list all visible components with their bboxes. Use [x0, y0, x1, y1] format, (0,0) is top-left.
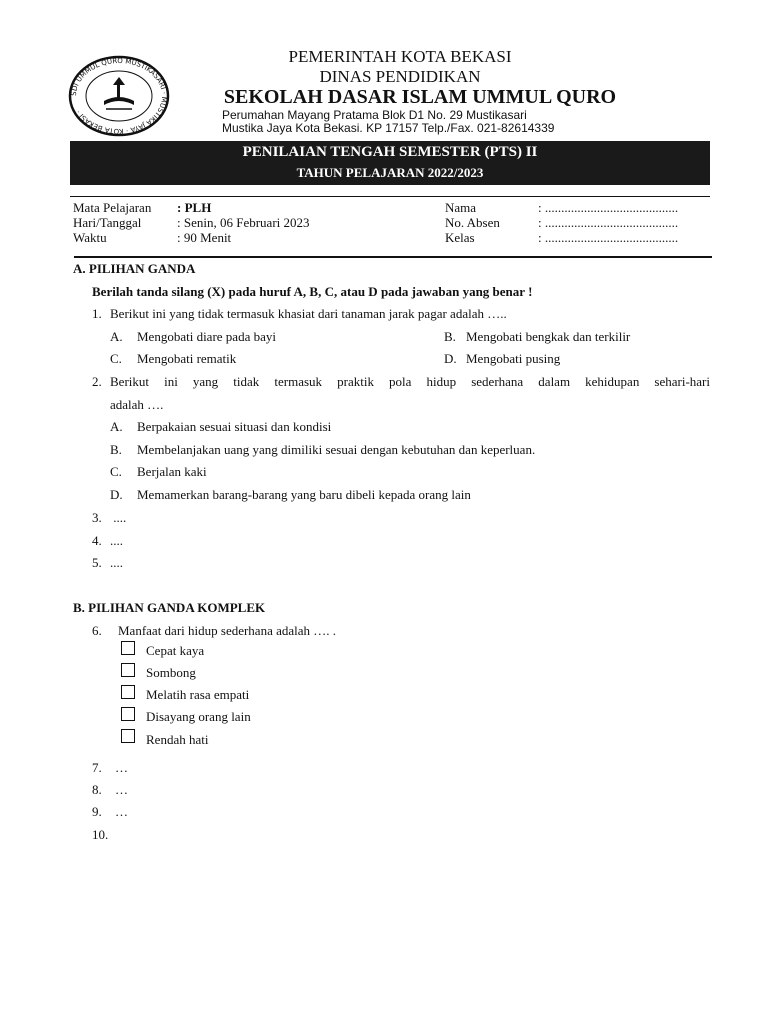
- q6-option-5: Rendah hati: [146, 732, 209, 747]
- class-field: : .........................................: [538, 230, 679, 245]
- question-8-text: …: [115, 782, 128, 797]
- q2-option-c: Berjalan kaki: [137, 464, 207, 479]
- exam-title: PENILAIAN TENGAH SEMESTER (PTS) II: [242, 144, 538, 160]
- question-2-text-line1: Berikut ini yang tidak termasuk praktik pola hidup sederhana dalam kehidupan sehari-hari: [110, 374, 710, 389]
- question-2-number: 2.: [92, 374, 102, 389]
- q6-option-4: Disayang orang lain: [146, 709, 251, 724]
- q6-checkbox-2[interactable]: [121, 663, 135, 677]
- question-3-number: 3.: [92, 510, 102, 525]
- subject-value: : PLH: [177, 200, 212, 215]
- header-address-line1: Perumahan Mayang Pratama Blok D1 No. 29 Mustikasari: [222, 108, 527, 122]
- question-7-number: 7.: [92, 760, 102, 775]
- q1-option-c: Mengobati rematik: [137, 351, 237, 366]
- class-label: Kelas: [445, 230, 475, 245]
- time-value: : 90 Menit: [177, 230, 232, 245]
- q6-option-2: Sombong: [146, 665, 196, 680]
- subject-label: Mata Pelajaran: [73, 200, 152, 215]
- q6-checkbox-4[interactable]: [121, 707, 135, 721]
- question-3-text: ....: [110, 510, 127, 525]
- time-label: Waktu: [73, 230, 107, 245]
- question-10-number: 10.: [92, 827, 109, 842]
- question-9-number: 9.: [92, 804, 102, 819]
- q2-option-b-letter: B.: [110, 442, 122, 457]
- question-5-text: ....: [110, 555, 123, 570]
- q6-checkbox-3[interactable]: [121, 685, 135, 699]
- date-value: : Senin, 06 Februari 2023: [177, 215, 310, 230]
- q6-checkbox-5[interactable]: [121, 729, 135, 743]
- q6-option-3: Melatih rasa empati: [146, 687, 250, 702]
- date-label: Hari/Tanggal: [73, 215, 142, 230]
- question-4-number: 4.: [92, 533, 102, 548]
- question-2-text-line2: adalah ….: [110, 397, 164, 412]
- info-top-rule: [70, 196, 710, 197]
- question-5-number: 5.: [92, 555, 102, 570]
- q2-option-c-letter: C.: [110, 464, 122, 479]
- section-a-heading: A. PILIHAN GANDA: [73, 261, 196, 276]
- absen-label: No. Absen: [445, 215, 500, 230]
- q2-option-b: Membelanjakan uang yang dimiliki sesuai dengan kebutuhan dan keperluan.: [137, 442, 536, 457]
- question-6-text: Manfaat dari hidup sederhana adalah …. .: [118, 623, 337, 638]
- exam-year: TAHUN PELAJARAN 2022/2023: [296, 165, 484, 180]
- section-b-heading: B. PILIHAN GANDA KOMPLEK: [73, 600, 266, 615]
- question-4-text: ....: [110, 533, 123, 548]
- question-8-number: 8.: [92, 782, 102, 797]
- q1-option-a-letter: A.: [110, 329, 123, 344]
- question-9-text: …: [115, 804, 128, 819]
- info-bottom-rule: [74, 256, 712, 258]
- q2-option-a-letter: A.: [110, 419, 123, 434]
- header-school-name: SEKOLAH DASAR ISLAM UMMUL QURO: [223, 86, 617, 108]
- q6-option-1: Cepat kaya: [146, 643, 205, 658]
- q1-option-a: Mengobati diare pada bayi: [137, 329, 276, 344]
- q2-option-a: Berpakaian sesuai situasi dan kondisi: [137, 419, 332, 434]
- exam-title-band: [70, 141, 710, 185]
- q1-option-d-letter: D.: [444, 351, 457, 366]
- q2-option-d-letter: D.: [110, 487, 123, 502]
- q1-option-d: Mengobati pusing: [466, 351, 561, 366]
- header-government: PEMERINTAH KOTA BEKASI: [288, 47, 512, 66]
- name-field: : .........................................: [538, 200, 679, 215]
- q6-checkbox-1[interactable]: [121, 641, 135, 655]
- q1-option-b: Mengobati bengkak dan terkilir: [466, 329, 631, 344]
- name-label: Nama: [445, 200, 477, 215]
- header-department: DINAS PENDIDIKAN: [319, 67, 481, 86]
- question-7-text: …: [115, 760, 128, 775]
- q1-option-c-letter: C.: [110, 351, 122, 366]
- header-address-line2: Mustika Jaya Kota Bekasi. KP 17157 Telp./Fax. 021-82614339: [222, 121, 555, 135]
- q2-option-d: Memamerkan barang-barang yang baru dibeli kepada orang lain: [137, 487, 471, 502]
- question-1-number: 1.: [92, 306, 102, 321]
- q1-option-b-letter: B.: [444, 329, 456, 344]
- question-6-number: 6.: [92, 623, 102, 638]
- question-1-text: Berikut ini yang tidak termasuk khasiat dari tanaman jarak pagar adalah …..: [110, 306, 507, 321]
- absen-field: : .........................................: [538, 215, 679, 230]
- section-a-instruction: Berilah tanda silang (X) pada huruf A, B, C, atau D pada jawaban yang benar !: [92, 284, 533, 299]
- logo-ring-text: SDI UMMUL QURO MUSTIKASARI · MUSTIKA JAYA · KOTA BEKASI ·: [69, 56, 169, 136]
